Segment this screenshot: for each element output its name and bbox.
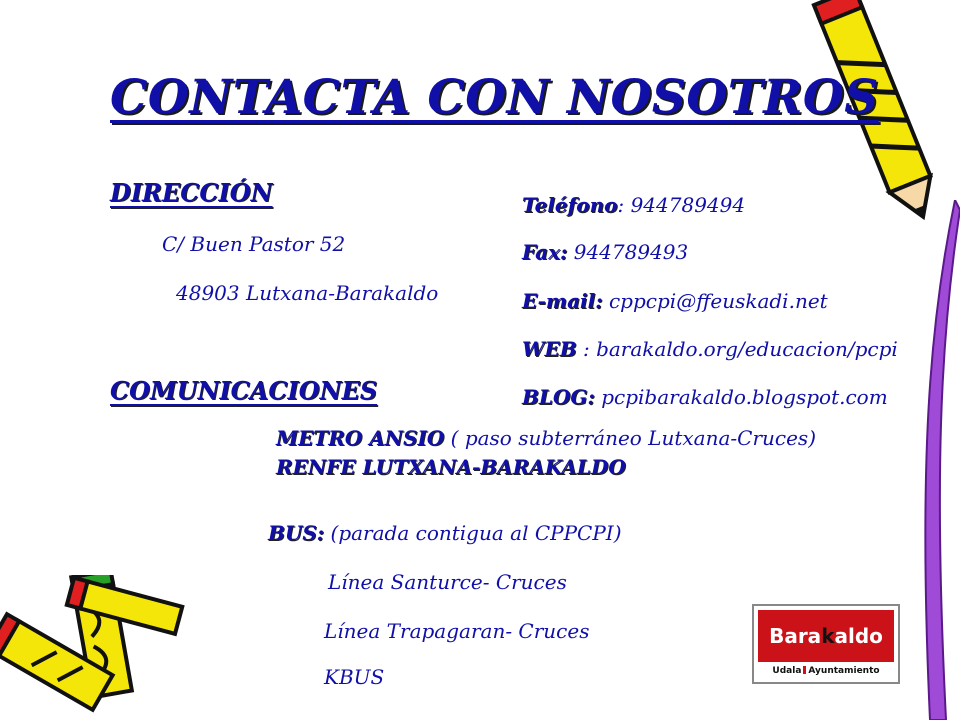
address-city: 48903 Lutxana-Barakaldo: [176, 281, 439, 305]
bus-value: (parada contigua al CPPCPI): [324, 521, 622, 545]
bus-label: BUS:: [268, 521, 325, 545]
blog-row: [522, 385, 888, 409]
bus-line-santurce: Línea Santurce- Cruces: [328, 570, 567, 594]
page-title: CONTACTA CON NOSOTROS: [110, 70, 879, 125]
email-row: [522, 289, 828, 313]
logo-red-block: [758, 610, 894, 662]
blog-value[interactable]: pcpibarakaldo.blogspot.com: [594, 385, 888, 409]
logo-subtitle: Udala Ayuntamiento: [772, 666, 880, 676]
web-row: [522, 337, 898, 361]
metro-label: METRO ANSIO: [276, 426, 445, 450]
barakaldo-logo: [752, 604, 900, 684]
address-street: C/ Buen Pastor 52: [162, 232, 346, 256]
purple-swoosh-decoration: [900, 200, 960, 720]
logo-name: Barakaldo: [769, 624, 883, 648]
fax-label: Fax:: [522, 240, 568, 264]
metro-row: [276, 426, 816, 450]
web-label: WEB: [522, 337, 577, 361]
bus-line-kbus: KBUS: [324, 665, 385, 689]
pencils-bottom-left-icon: [0, 575, 200, 720]
phone-row: [522, 193, 745, 217]
web-value[interactable]: : barakaldo.org/educacion/pcpi: [576, 337, 898, 361]
metro-value: ( paso subterráneo Lutxana-Cruces): [444, 426, 816, 450]
fax-value: 944789493: [567, 240, 689, 264]
bus-line-trapagaran: Línea Trapagaran- Cruces: [324, 619, 590, 643]
phone-value: : 944789494: [617, 193, 746, 217]
blog-label: BLOG:: [522, 385, 595, 409]
direccion-heading: DIRECCIÓN: [110, 178, 273, 207]
email-value[interactable]: cppcpi@ffeuskadi.net: [602, 289, 828, 313]
phone-label: Teléfono: [522, 193, 618, 217]
renfe-line: RENFE LUTXANA-BARAKALDO: [276, 455, 626, 479]
comunicaciones-heading: COMUNICACIONES: [110, 376, 378, 405]
email-label: E-mail:: [522, 289, 603, 313]
fax-row: [522, 240, 688, 264]
bus-row: [268, 521, 622, 545]
